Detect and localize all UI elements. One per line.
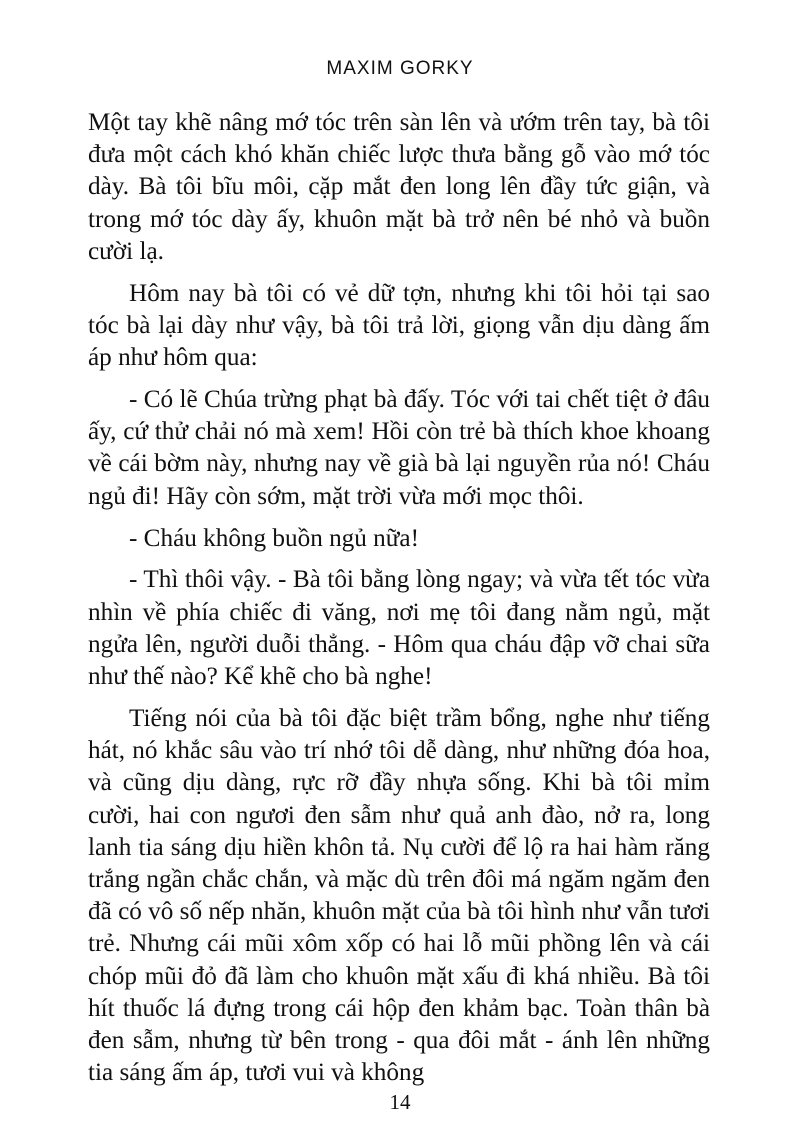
running-header-author: MAXIM GORKY [326,58,474,79]
paragraph: Hôm nay bà tôi có vẻ dữ tợn, nhưng khi tôi hỏi tại sao tóc bà lại dày như vậy, bà tôi trả lời, giọng vẫn dịu dàng ấm áp như hôm qua: [88,279,710,372]
paragraph-dialogue: - Có lẽ Chúa trừng phạt bà đấy. Tóc với tai chết tiệt ở đâu ấy, cứ thử chải nó mà xem! Hồi còn trẻ bà thích khoe khoang về cái bờm này, nhưng nay về già bà lại nguyền rủa nó! Cháu ngủ đi! Hãy còn sớm, mặt trời vừa mới mọc thôi. [88,386,710,510]
body-text [88,107,710,1099]
paragraph-dialogue: - Thì thôi vậy. - Bà tôi bằng lòng ngay; và vừa tết tóc vừa nhìn về phía chiếc đi văng, nơi mẹ tôi đang nằm ngủ, mặt ngửa lên, người duỗi thẳng. - Hôm qua cháu đập vỡ chai sữa như thế nào? Kể khẽ cho bà nghe! [88,566,710,690]
page-number: 14 [389,1090,411,1114]
paragraph: Tiếng nói của bà tôi đặc biệt trầm bổng, nghe như tiếng hát, nó khắc sâu vào trí nhớ tôi dễ dàng, như những đóa hoa, và cũng dịu dàng, rực rỡ đầy nhựa sống. Khi bà tôi mỉm cười, hai con ngươi đen sẫm như quả anh đào, nở ra, long lanh tia sáng dịu hiền khôn tả. Nụ cười để lộ ra hai hàm răng trắng ngần chắc chắn, và mặc dù trên đôi má ngăm ngăm đen đã có vô số nếp nhăn, khuôn mặt của bà tôi hình như vẫn tươi trẻ. Nhưng cái mũi xôm xốp có hai lỗ mũi phồng lên và cái chóp mũi đỏ đã làm cho khuôn mặt xấu đi khá nhiều. Bà tôi hít thuốc lá đựng trong cái hộp đen khảm bạc. Toàn thân bà đen sẫm, nhưng từ bên trong - qua đôi mắt - ánh lên những tia sáng ấm áp, tươi vui và không [88,704,710,1087]
paragraph-dialogue: - Cháu không buồn ngủ nữa! [129,524,419,552]
paragraph: Một tay khẽ nâng mớ tóc trên sàn lên và ướm trên tay, bà tôi đưa một cách khó khăn chiếc lược thưa bằng gỗ vào mớ tóc dày. Bà tôi bĩu môi, cặp mắt đen long lên đầy tức giận, và trong mớ tóc dày ấy, khuôn mặt bà trở nên bé nhỏ và buồn cười lạ. [88,109,710,265]
